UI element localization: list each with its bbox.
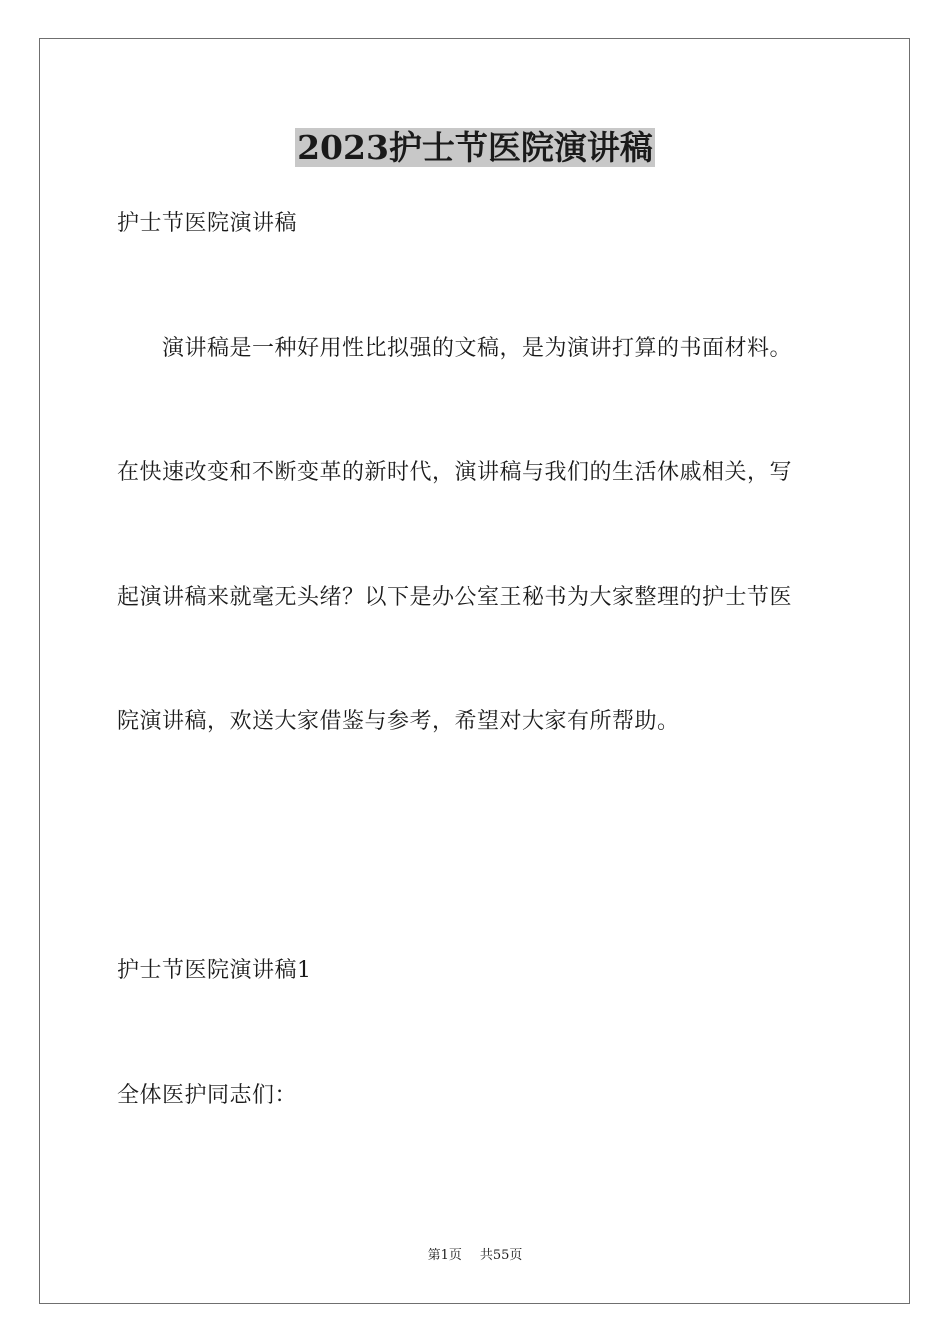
intro-line-1: 演讲稿是一种好用性比拟强的文稿，是为演讲打算的书面材料。 bbox=[162, 336, 793, 361]
document-title-text: 2023护士节医院演讲稿 bbox=[297, 128, 653, 167]
page-total: 共55页 bbox=[479, 1248, 523, 1263]
intro-line-2: 在快速改变和不断变革的新时代，演讲稿与我们的生活休戚相关，写 bbox=[117, 460, 793, 485]
salutation: 全体医护同志们： bbox=[117, 1083, 298, 1108]
section-heading: 护士节医院演讲稿1 bbox=[117, 958, 312, 983]
intro-line-3: 起演讲稿来就毫无头绪？以下是办公室王秘书为大家整理的护士节医 bbox=[117, 585, 793, 610]
document-subtitle: 护士节医院演讲稿 bbox=[117, 211, 298, 236]
page-number: 第1页 bbox=[427, 1248, 462, 1263]
page-footer bbox=[0, 1247, 950, 1265]
document-title bbox=[0, 128, 950, 168]
intro-line-4: 院演讲稿，欢送大家借鉴与参考，希望对大家有所帮助。 bbox=[117, 709, 680, 734]
